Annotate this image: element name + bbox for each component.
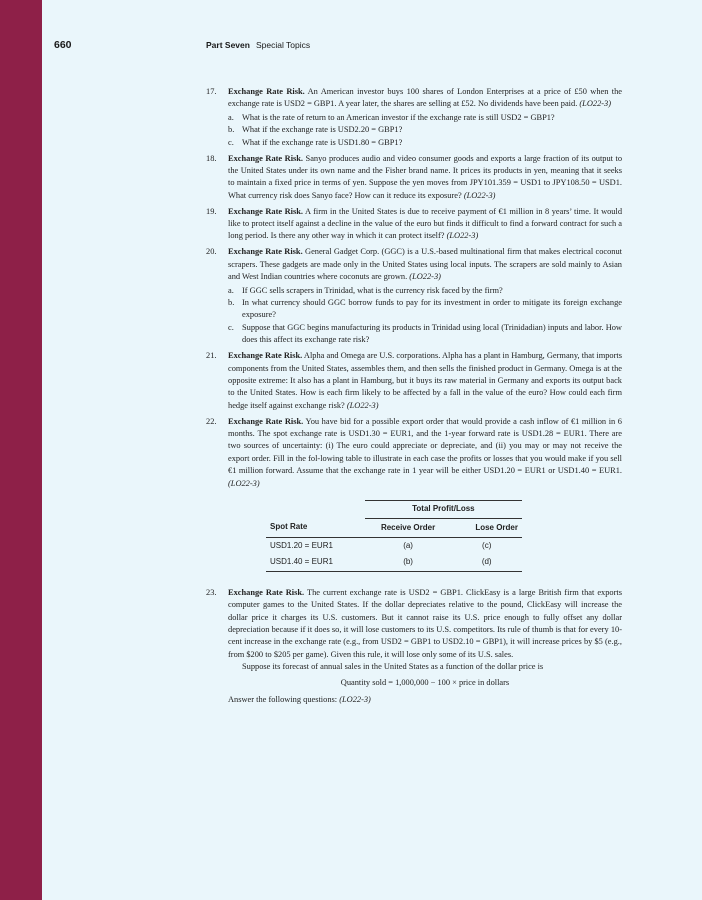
closing-line: Answer the following questions: (LO22-3)	[228, 694, 371, 704]
problem-number: 22.	[206, 416, 217, 426]
problem-23	[206, 587, 622, 707]
problem-paragraph-2: Suppose its forecast of annual sales in the United States as a function of the dollar price is	[242, 662, 544, 672]
problem-number: 21.	[206, 351, 217, 361]
subquestions	[228, 112, 622, 149]
sales-formula: Quantity sold = 1,000,000 − 100 × price in dollars	[340, 677, 510, 687]
problem-21	[206, 350, 622, 412]
cell-spot: USD1.40 = EUR1	[266, 554, 365, 571]
cell-spot: USD1.20 = EUR1	[270, 540, 333, 550]
table-group-header: Total Profit/Loss	[365, 501, 522, 518]
col-header-spot-rate: Spot Rate	[266, 518, 365, 537]
problem-number: 23.	[206, 587, 217, 597]
problem-17	[206, 86, 622, 149]
problem-text: Sanyo produces audio and video consumer goods and exports a large fraction of its output to the United States under its own name and the Fisher brand name. It prices its products in yen, meaning that it seeks to maintain a fixed price in terms of yen. Suppose the yen moves from JPY101.359 = USD1 to JPY108.50 = USD1. What currency risk does Sanyo face? How can it reduce its exposure?	[228, 153, 623, 200]
problem-22	[206, 416, 622, 490]
subquestion-a: a. If GGC sells scrapers in Trinidad, what is the currency risk faced by the firm?	[228, 285, 503, 295]
cell-receive: (a)	[403, 540, 413, 550]
problem-text: The current exchange rate is USD2 = GBP1. ClickEasy is a large British firm that exports computer games to the United States. If the dollar depreciates relative to the pound, ClickEasy will increase the dollar price it charges its U.S. customers. But it cannot raise its U.S. price enough to fully offset any dollar depreciation because if it does so, it will lose customers to its U.S. competitors. Its rule of thumb is that for every 10-cent increase in the exchange rate (e.g., from USD2 = GBP1 to USD2.10 = GBP1), it will increase prices by $5 (e.g., from $200 to $205 per game). Given this rule, it will lose only some of its U.S. sales.	[228, 587, 622, 659]
page-number: 660	[54, 39, 72, 51]
subquestion-b: b. What if the exchange rate is USD2.20 = GBP1?	[228, 125, 403, 135]
problem-number: 20.	[206, 247, 217, 257]
problem-19	[206, 206, 622, 243]
learning-objective: (LO22-3)	[339, 694, 371, 704]
problem-title: Exchange Rate Risk.	[228, 206, 303, 216]
problem-text: A firm in the United States is due to receive payment of €1 million in 8 years’ time. It would like to protect itself against a decline in the value of the euro but finds it difficult to find a forward contract for such a long period. Is there any other way in which it can protect itself?	[228, 206, 623, 241]
problem-title: Exchange Rate Risk.	[228, 153, 304, 163]
subquestion-b: b. In what currency should GGC borrow funds to pay for its investment in order to mitigate its foreign exchange exposure?	[228, 298, 622, 320]
problem-number: 19.	[206, 206, 217, 216]
section-label: Special Topics	[255, 40, 311, 50]
problem-title: Exchange Rate Risk.	[228, 416, 304, 426]
cell-receive: (b)	[365, 554, 452, 571]
running-head	[206, 40, 310, 50]
problem-text: General Gadget Corp. (GGC) is a U.S.-based multinational firm that makes electrical coconut scrapers. These gadgets are made only in the United States using local inputs. The scrapers are sold mainly to Asian and West Indian countries where coconuts are grown.	[228, 247, 623, 282]
problem-text: Alpha and Omega are U.S. corporations. Alpha has a plant in Hamburg, Germany, that imports components from the United States, assembles them, and then sells the finished product in Germany. Omega is at the opposite extreme: It also has a plant in Hamburg, but it buys its raw material in Germany and exports its output back to the United States. How is each firm likely to be affected by a fall in the value of the euro? How could each firm hedge itself against exchange risk?	[228, 351, 622, 410]
learning-objective: (LO22-3)	[409, 272, 441, 282]
table-row	[266, 537, 522, 554]
cell-lose: (d)	[451, 554, 522, 571]
learning-objective: (LO22-3)	[446, 231, 479, 241]
problem-title: Exchange Rate Risk.	[228, 351, 303, 361]
col-header-lose-order: Lose Order	[451, 518, 522, 537]
table-row	[266, 554, 522, 571]
learning-objective: (LO22-3)	[346, 400, 379, 410]
profit-loss-table	[266, 500, 522, 572]
problems-list	[206, 86, 622, 710]
learning-objective: (LO22-3)	[228, 478, 260, 488]
problem-number: 17.	[206, 87, 217, 96]
subquestions	[228, 285, 622, 347]
learning-objective: (LO22-3)	[579, 99, 612, 109]
problem-18	[206, 153, 622, 203]
page-spine-bar	[0, 0, 42, 900]
problem-text: You have bid for a possible export order that would provide a cash inflow of €1 million in 6 months. The spot exchange rate is USD1.30 = EUR1, and the 1-year forward rate is USD1.28 = EUR1. There are two sources of uncertainty: (i) The euro could appreciate or depreciate, and (ii) you may or may not receive the export order. Fill in the fol-lowing table to illustrate in each case the profits or losses that you would make if you sell €1 million forward. Assume that the exchange rate in 1 year will be either USD1.20 = EUR1 or USD1.40 = EUR1.	[228, 416, 622, 476]
problem-title: Exchange Rate Risk.	[228, 587, 305, 597]
part-label: Part Seven	[206, 40, 250, 50]
col-header-receive-order: Receive Order	[365, 518, 452, 537]
problem-title: Exchange Rate Risk.	[228, 87, 305, 96]
problem-text: An American investor buys 100 shares of London Enterprises at a price of £50 when the exchange rate is USD2 = GBP1. A year later, the shares are selling at £52. No dividends have been paid.	[228, 87, 622, 109]
subquestion-c: c. Suppose that GGC begins manufacturing its products in Trinidad using local (Trinidadian) inputs and labor. How does this affect its exchange rate risk?	[228, 322, 622, 345]
learning-objective: (LO22-3)	[463, 190, 496, 200]
subquestion-c: c. What if the exchange rate is USD1.80 = GBP1?	[228, 137, 403, 147]
subquestion-a: a. What is the rate of return to an American investor if the exchange rate is still USD2 = GBP1?	[228, 112, 555, 122]
cell-lose: (c)	[482, 540, 492, 550]
problem-title: Exchange Rate Risk.	[228, 247, 303, 257]
problem-number: 18.	[206, 153, 217, 163]
problem-20	[206, 246, 622, 346]
